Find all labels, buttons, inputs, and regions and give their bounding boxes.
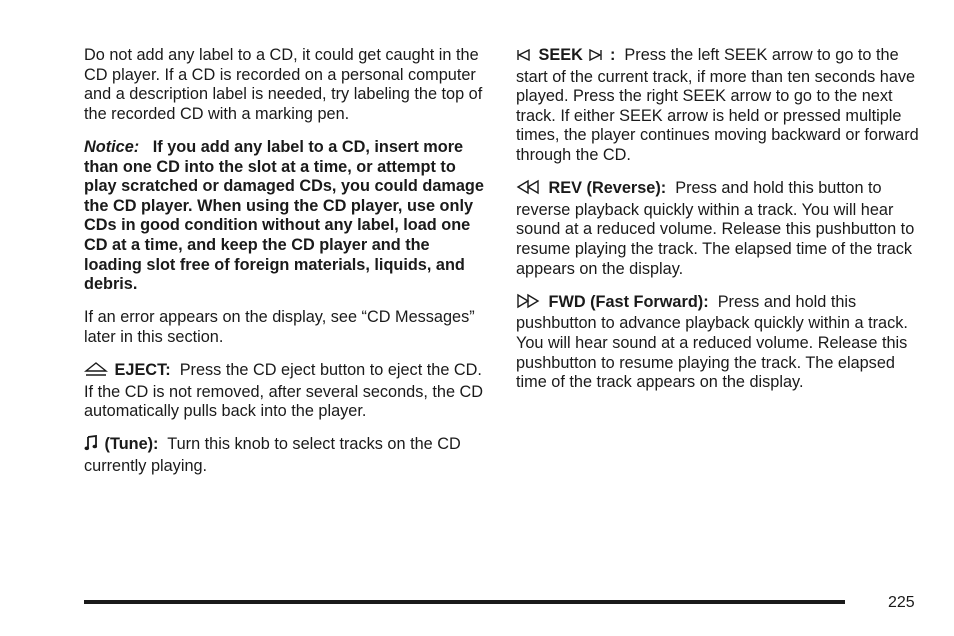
fast-forward-icon: [516, 293, 542, 315]
error-paragraph: If an error appears on the display, see “CD Messages” later in this section.: [84, 308, 475, 346]
seek-back-icon: [516, 48, 532, 68]
tune-label: (Tune):: [104, 435, 159, 454]
rev-label: REV (Reverse):: [548, 179, 667, 198]
eject-text: Press the CD eject button to eject the CD. If the CD is not removed, after several seconds, the CD automatically pulls back into the player.: [84, 361, 484, 421]
rev-paragraph: [516, 179, 924, 279]
fwd-text: Press and hold this pushbutton to advance playback quickly within a track. You will hear sound at a reduced volume. Release this pushbutton to resume playing the track. The elapsed time of the track appears on the display.: [516, 292, 908, 392]
footer-rule: [84, 600, 845, 604]
fwd-paragraph: [516, 293, 924, 393]
seek-paragraph: [516, 46, 924, 166]
seek-colon: :: [609, 46, 616, 64]
notice-paragraph: [84, 138, 484, 295]
page-number: 225: [888, 594, 915, 611]
notice-label: Notice:: [84, 137, 140, 156]
seek-label: SEEK: [538, 46, 583, 64]
fwd-label: FWD (Fast Forward):: [548, 292, 709, 311]
rev-text: Press and hold this button to reverse playback quickly within a track. You will hear sound at a reduced volume. Release this pushbutton to resume playing the track. The elapsed time of the track appears on the display.: [516, 179, 915, 278]
cd-label-paragraph: Do not add any label to a CD, it could get caught in the CD player. If a CD is recorded on a personal computer and a description label is needed, try labeling the top of the recorded CD with a marking pen.: [84, 46, 483, 123]
tune-text: Turn this knob to select tracks on the CD currently playing.: [84, 435, 461, 476]
eject-paragraph: [84, 361, 484, 422]
seek-text: Press the left SEEK arrow to go to the start of the current track, if more than ten seconds have played. Press the right SEEK arrow to go to the next track. If either SEEK arrow is held or pressed multiple times, the player continues moving backward or forward through the CD.: [516, 46, 919, 164]
right-column: [516, 46, 924, 406]
music-note-icon: [84, 435, 98, 457]
notice-text: If you add any label to a CD, insert more than one CD into the slot at a time, or attempt to play scratched or damaged CDs, you could damage the CD player. When using the CD player, use only CDs in good condition without any label, load one CD at a time, and keep the CD player and the loading slot free of foreign materials, liquids, and debris.: [84, 137, 484, 294]
eject-label: EJECT:: [114, 361, 171, 380]
eject-icon: [84, 361, 108, 383]
reverse-icon: [516, 179, 542, 201]
left-column: [84, 46, 484, 490]
seek-forward-icon: [587, 48, 603, 68]
tune-paragraph: [84, 435, 484, 476]
